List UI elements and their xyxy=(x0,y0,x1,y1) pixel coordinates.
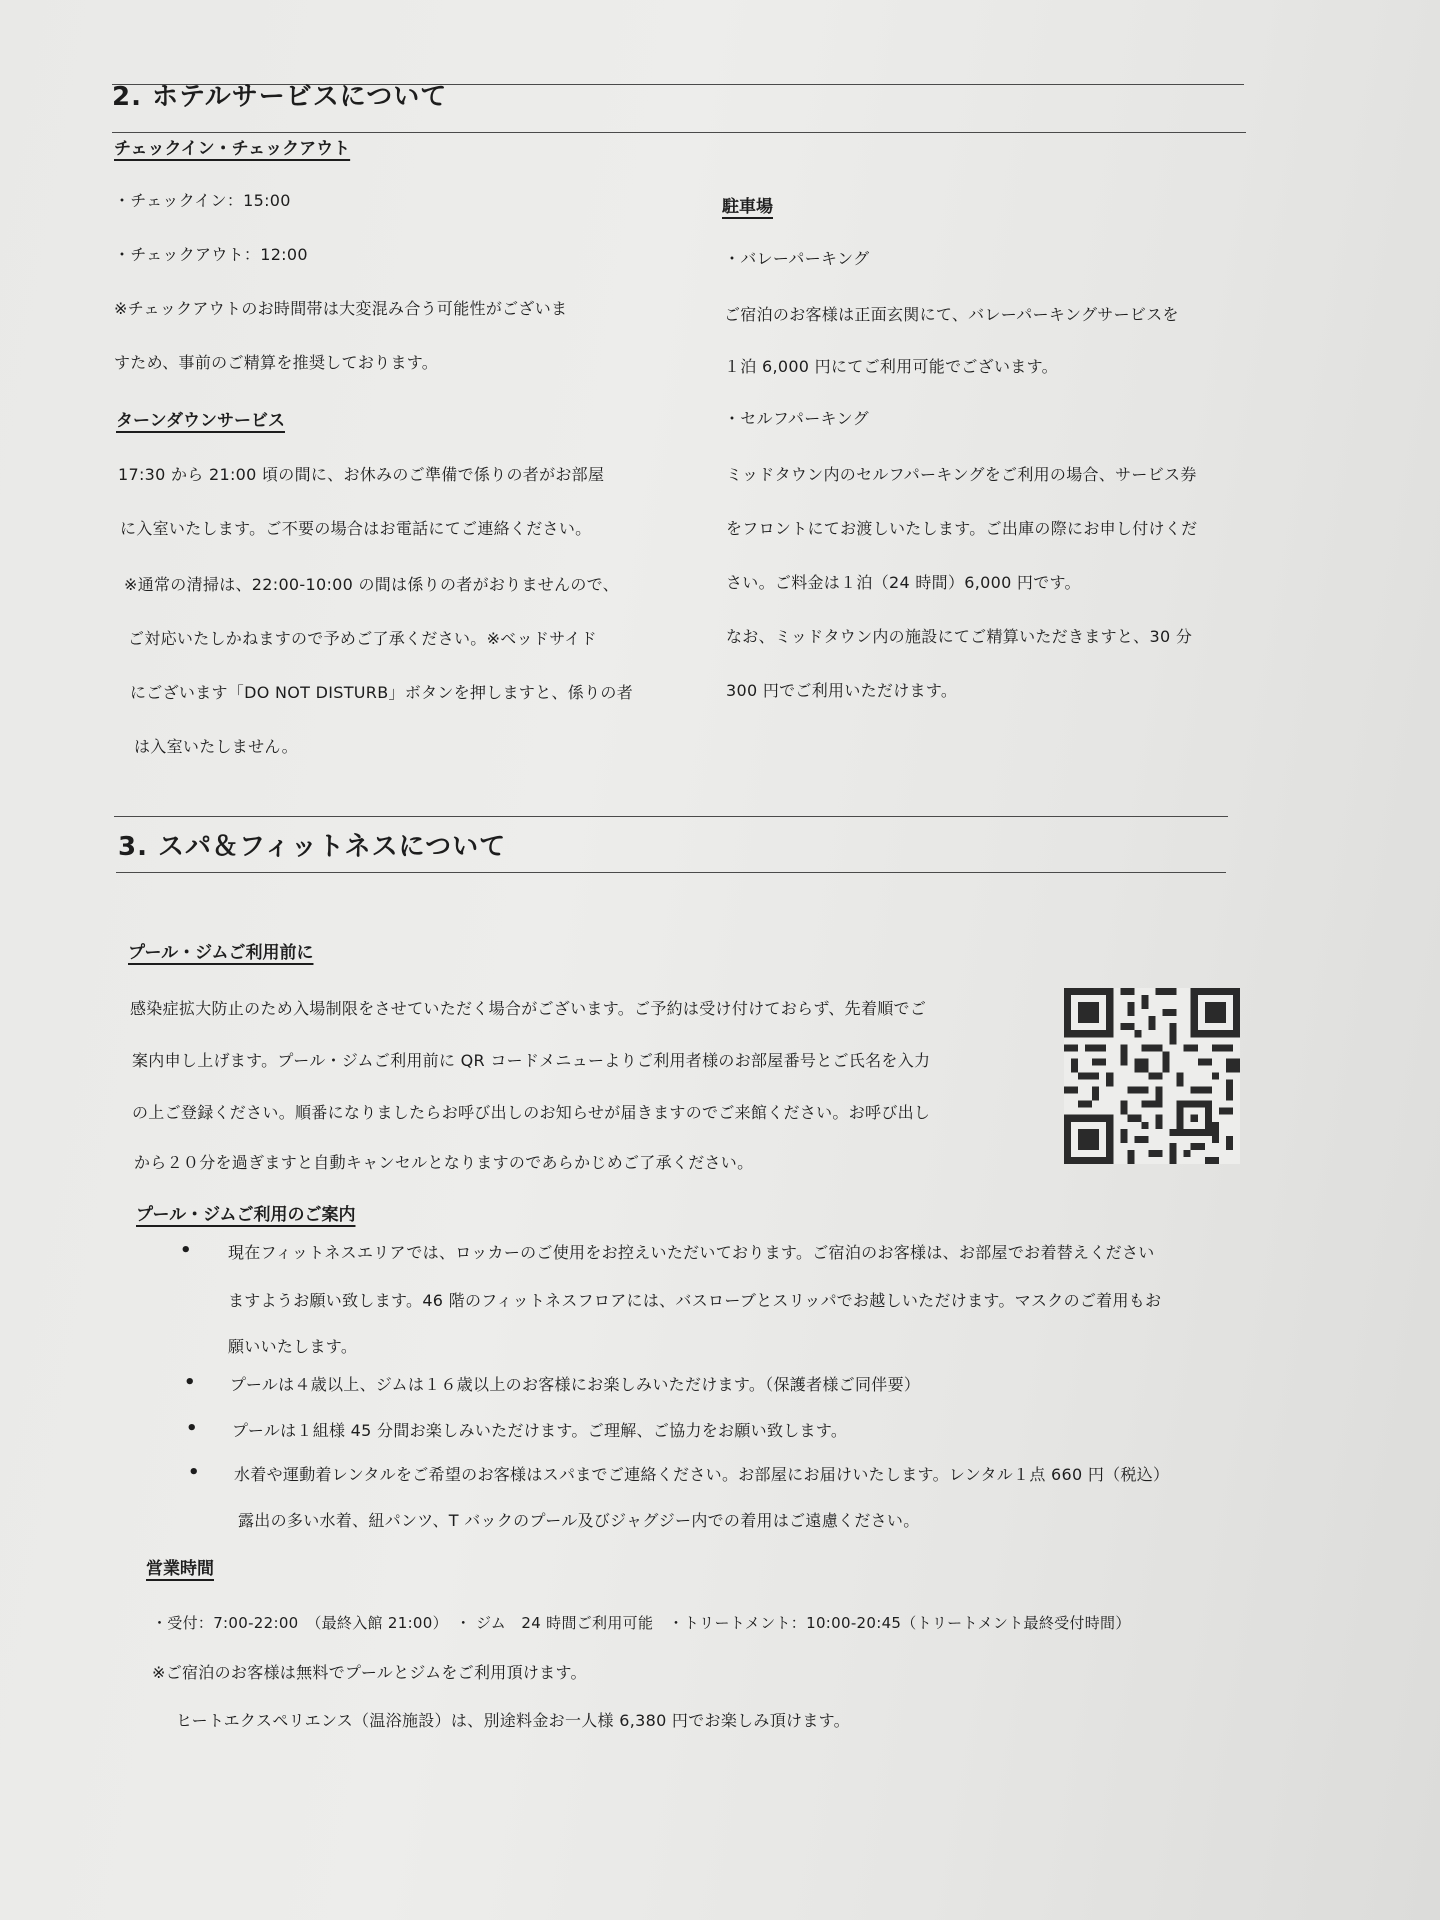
self-parking-title: ・セルフパーキング xyxy=(724,409,869,428)
section3-bottom-rule xyxy=(116,872,1226,873)
guide-bullet1-line1: 現在フィットネスエリアでは、ロッカーのご使用をお控えいただいております。ご宿泊のお客様は、お部屋でお着替えください xyxy=(228,1243,1155,1262)
hours-line3: ヒートエクスペリエンス（温浴施設）は、別途料金お一人様 6,380 円でお楽しみ頂けます。 xyxy=(176,1711,850,1730)
before-use-heading: プール・ジムご利用前に xyxy=(128,943,314,963)
checkin-time: ・チェックイン：15:00 xyxy=(114,191,291,210)
turndown-line3: ※通常の清掃は、22:00-10:00 の間は係りの者がおりませんので、 xyxy=(124,575,619,594)
turndown-line5: にございます「DO NOT DISTURB」ボタンを押しますと、係りの者 xyxy=(130,683,633,702)
checkin-heading: チェックイン・チェックアウト xyxy=(114,139,351,159)
valet-title: ・バレーパーキング xyxy=(724,249,870,268)
before-use-line1: 感染症拡大防止のため入場制限をさせていただく場合がございます。ご予約は受け付けておらず、先着順でご xyxy=(130,999,927,1018)
turndown-line1: 17:30 から 21:00 頃の間に、お休みのご準備で係りの者がお部屋 xyxy=(118,465,605,484)
turndown-line6: は入室いたしません。 xyxy=(134,737,298,756)
valet-line1: ご宿泊のお客様は正面玄関にて、バレーパーキングサービスを xyxy=(724,305,1179,324)
guide-heading: プール・ジムご利用のご案内 xyxy=(136,1205,356,1225)
before-use-line2: 案内申し上げます。プール・ジムご利用前に QR コードメニューよりご利用者様のお部屋番号とご氏名を入力 xyxy=(132,1051,931,1070)
parking-heading: 駐車場 xyxy=(722,197,773,217)
guide-bullet1-line2: ますようお願い致します。46 階のフィットネスフロアには、バスローブとスリッパでお越しいただけます。マスクのご着用もお xyxy=(228,1291,1162,1310)
self-parking-line4: なお、ミッドタウン内の施設にてご精算いただきますと、30 分 xyxy=(726,627,1193,646)
hours-heading: 営業時間 xyxy=(146,1559,214,1579)
hours-line2: ※ご宿泊のお客様は無料でプールとジムをご利用頂けます。 xyxy=(152,1663,587,1682)
guide-bullet4-line1: 水着や運動着レンタルをご希望のお客様はスパまでご連絡ください。お部屋にお届けいたします。レンタル１点 660 円（税込） xyxy=(234,1465,1170,1484)
guide-bullet1-line3: 願いいたします。 xyxy=(228,1337,358,1356)
hours-line1: ・受付：7:00-22:00 （最終入館 21:00） ・ ジム 24 時間ご利用可能 ・トリートメント：10:00-20:45（トリートメント最終受付時間） xyxy=(152,1614,1131,1632)
section2-bottom-rule xyxy=(112,132,1246,133)
section3-top-rule xyxy=(114,816,1228,817)
section2-title: 2. ホテルサービスについて xyxy=(112,82,448,112)
checkout-note-line1: ※チェックアウトのお時間帯は大変混み合う可能性がございま xyxy=(114,299,568,318)
bullet3-dot: • xyxy=(186,1418,198,1439)
turndown-line4: ご対応いたしかねますので予めご了承ください。※ベッドサイド xyxy=(128,629,597,648)
before-use-line3: の上ご登録ください。順番になりましたらお呼び出しのお知らせが届きますのでご来館ください。お呼び出し xyxy=(132,1103,931,1122)
self-parking-line2: をフロントにてお渡しいたします。ご出庫の際にお申し付けくだ xyxy=(726,519,1198,538)
self-parking-line3: さい。ご料金は１泊（24 時間）6,000 円です。 xyxy=(726,573,1081,592)
guide-bullet2: プールは４歳以上、ジムは１６歳以上のお客様にお楽しみいただけます。（保護者様ご同伴要） xyxy=(230,1375,921,1394)
bullet4-dot: • xyxy=(188,1462,200,1483)
turndown-line2: に入室いたします。ご不要の場合はお電話にてご連絡ください。 xyxy=(120,519,592,538)
bullet1-dot: • xyxy=(180,1240,192,1261)
guide-bullet4-line2: 露出の多い水着、紐パンツ、T バックのプール及びジャグジー内での着用はご遠慮ください。 xyxy=(238,1511,920,1530)
self-parking-line1: ミッドタウン内のセルフパーキングをご利用の場合、サービス券 xyxy=(726,465,1197,484)
guide-bullet3: プールは１組様 45 分間お楽しみいただけます。ご理解、ご協力をお願い致します。 xyxy=(232,1421,848,1440)
checkout-time: ・チェックアウト：12:00 xyxy=(114,245,308,264)
checkout-note-line2: すため、事前のご精算を推奨しております。 xyxy=(114,353,439,372)
qr-code-icon xyxy=(1064,988,1240,1164)
valet-line2: １泊 6,000 円にてご利用可能でございます。 xyxy=(724,357,1058,376)
bullet2-dot: • xyxy=(184,1372,196,1393)
before-use-line4: から２０分を過ぎますと自動キャンセルとなりますのであらかじめご了承ください。 xyxy=(134,1153,754,1172)
self-parking-line5: 300 円でご利用いただけます。 xyxy=(726,681,958,700)
turndown-heading: ターンダウンサービス xyxy=(116,411,285,431)
section3-title: 3. スパ＆フィットネスについて xyxy=(118,832,507,862)
